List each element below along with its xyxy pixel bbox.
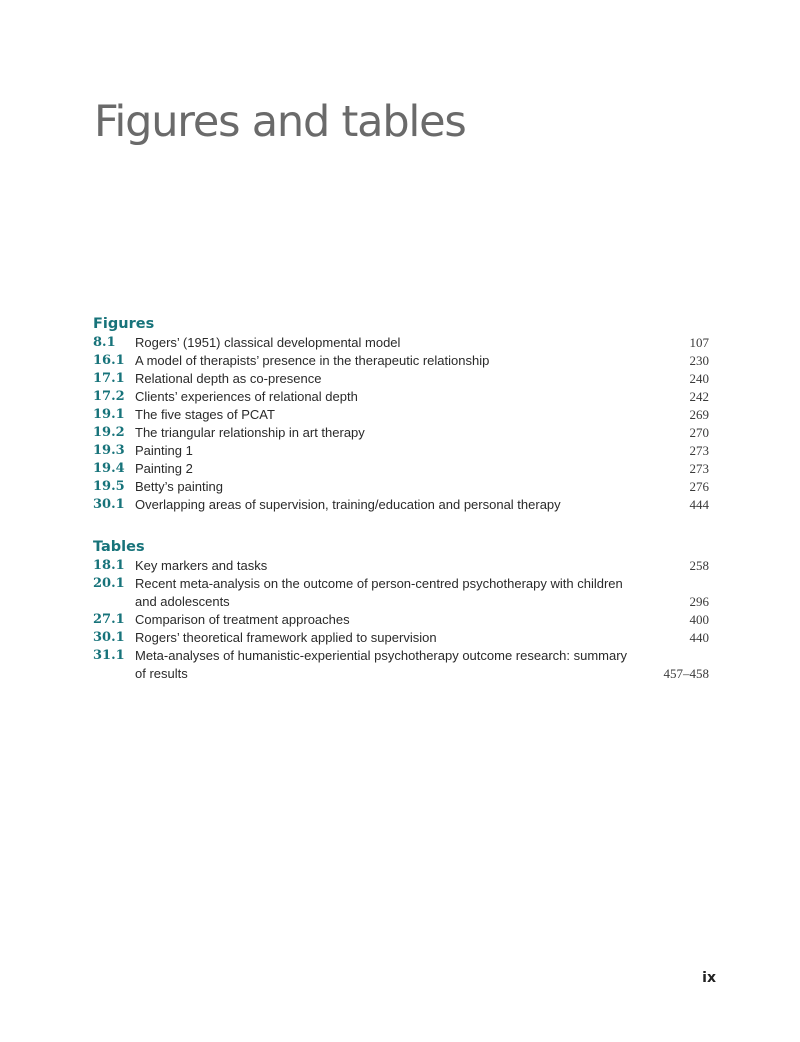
entry-page: 242 xyxy=(689,389,709,404)
entry-page: 273 xyxy=(689,443,709,458)
table-entry xyxy=(93,611,709,629)
table-entry xyxy=(93,629,709,647)
entry-number: 19.2 xyxy=(93,425,125,440)
figure-entry xyxy=(93,442,709,460)
figure-entry xyxy=(93,388,709,406)
figure-entry xyxy=(93,334,709,352)
tables-heading: Tables xyxy=(93,539,145,555)
entry-title: Key markers and tasks xyxy=(135,558,268,573)
table-entry xyxy=(93,557,709,575)
entry-page: 440 xyxy=(689,630,709,645)
entry-page: 230 xyxy=(689,353,709,368)
entry-title: The five stages of PCAT xyxy=(135,407,275,422)
entry-title: Overlapping areas of supervision, training/education and personal therapy xyxy=(135,497,561,512)
entry-title: Painting 1 xyxy=(135,443,193,458)
entry-number: 20.1 xyxy=(93,576,125,591)
entry-number: 30.1 xyxy=(93,630,125,645)
figure-entry xyxy=(93,352,709,370)
table-entry xyxy=(93,575,709,611)
entry-page: 258 xyxy=(689,558,709,573)
entry-title: Rogers’ theoretical framework applied to supervision xyxy=(135,630,437,645)
entry-page: 240 xyxy=(689,371,709,386)
entry-page: 273 xyxy=(689,461,709,476)
entry-number: 19.5 xyxy=(93,479,125,494)
entry-page: 107 xyxy=(689,335,709,350)
entry-page: 296 xyxy=(689,594,709,609)
entry-number: 17.1 xyxy=(93,371,125,386)
entry-title: Recent meta-analysis on the outcome of person-centred psychotherapy with children and adolescents xyxy=(135,576,623,609)
figure-entry xyxy=(93,496,709,514)
entry-title: Comparison of treatment approaches xyxy=(135,612,350,627)
figures-heading: Figures xyxy=(93,316,155,332)
entry-number: 17.2 xyxy=(93,389,125,404)
entry-number: 16.1 xyxy=(93,353,125,368)
entry-page: 444 xyxy=(689,497,709,512)
entry-page: 269 xyxy=(689,407,709,422)
entry-title: A model of therapists’ presence in the therapeutic relationship xyxy=(135,353,490,368)
table-entry xyxy=(93,647,709,683)
entry-number: 8.1 xyxy=(93,335,116,350)
entry-number: 19.4 xyxy=(93,461,125,476)
entry-title: Relational depth as co-presence xyxy=(135,371,322,386)
figure-entry xyxy=(93,478,709,496)
figure-entry xyxy=(93,370,709,388)
entry-page: 270 xyxy=(689,425,709,440)
entry-title: Meta-analyses of humanistic-experiential psychotherapy outcome research: summary of results xyxy=(135,648,628,681)
entry-number: 31.1 xyxy=(93,648,125,663)
entry-title: The triangular relationship in art therapy xyxy=(135,425,365,440)
entry-number: 30.1 xyxy=(93,497,125,512)
tables-section xyxy=(93,537,709,683)
entry-title: Painting 2 xyxy=(135,461,193,476)
entry-title: Rogers’ (1951) classical developmental model xyxy=(135,335,401,350)
entry-page: 400 xyxy=(689,612,709,627)
page-number: ix xyxy=(702,970,716,986)
entry-title: Betty’s painting xyxy=(135,479,223,494)
entry-number: 27.1 xyxy=(93,612,125,627)
figure-entry xyxy=(93,424,709,442)
figure-entry xyxy=(93,460,709,478)
figure-entry xyxy=(93,406,709,424)
entry-page: 457–458 xyxy=(663,666,709,681)
entry-number: 19.1 xyxy=(93,407,125,422)
page-title: Figures and tables xyxy=(94,97,466,147)
figures-section xyxy=(93,314,709,514)
entry-number: 18.1 xyxy=(93,558,125,573)
entry-title: Clients’ experiences of relational depth xyxy=(135,389,358,404)
entry-number: 19.3 xyxy=(93,443,125,458)
entry-page: 276 xyxy=(689,479,709,494)
